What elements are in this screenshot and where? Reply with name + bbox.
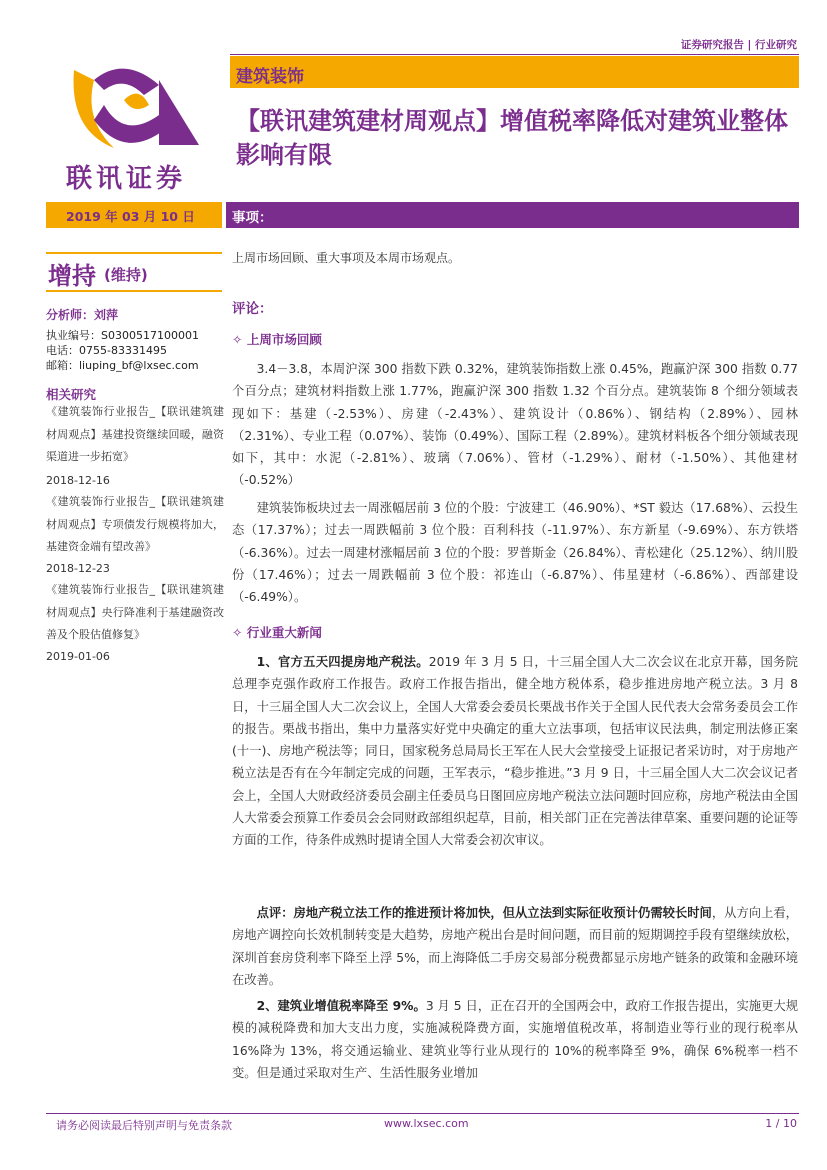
section-heading-industry-news: ✧ 行业重大新闻 [232, 625, 322, 640]
related-research-title: 相关研究 [46, 387, 97, 402]
related-item-date: 2019-01-06 [46, 650, 110, 663]
report-date: 2019 年 03 月 10 日 [66, 209, 195, 224]
news-2-title: 2、建筑业增值税率降至 9%。 [256, 999, 426, 1013]
footer-website-link[interactable]: www.lxsec.com [384, 1117, 469, 1130]
news-1-body: 2019 年 3 月 5 日，十三届全国人大二次会议在北京开幕，国务院总理李克强作政府工作报告。政府工作报告指出，健全地方税体系，稳步推进房地产税立法。3 月 8 日，十三届全国人大二次会议上，全国人大常委会委员长栗战书作关于全国人民代表大会常务委员会工作的报告。栗战书指出，集中力量落实好党中央确定的重大立法事项，包括审议民法典，制定刑法修正案(十一)、房地产税法等；同日，国家税务总局局长王军在人民大会堂接受上证报记者采访时，对于房地产税立法是否有在今年制定完成的问题，王军表示，“稳步推进。”3 月 9 日，十三届全国人大二次会议记者会上，全国人大财政经济委员会副主任委员乌日图回应房地产税法立法问题时回应称，房地产税法由全国人大常委会预算工作委员会会同财政部组织起草，目前，相关部门正在完善法律草案、重要问题的论证等方面的工作，待条件成熟时提请全国人大常委会初次审议。 [232, 655, 798, 848]
page-number: 1 / 10 [765, 1117, 797, 1130]
comment-heading: 评论： [232, 301, 273, 317]
report-type-label: 证券研究报告 | 行业研究 [680, 39, 797, 51]
comment-1-title: 点评：房地产税立法工作的推进预计将加快，但从立法到实际征收预计仍需较长时间 [256, 906, 712, 920]
comment-1-body: ，从方向上看，房地产调控向长效机制转变是大趋势，房地产税出台是时间问题，而目前的短期调控手段有望继续放松，深圳首套房贷利率下降至上浮 5%，而上海降低二手房交易部分税费都显示房地产链条的政策和金融环境在改善。 [232, 906, 798, 987]
analyst-email: 邮箱：liuping_bf@lxsec.com [46, 359, 199, 372]
paragraph-vat-cut [232, 995, 798, 1084]
sector-bar [230, 56, 799, 88]
rating: 增持 [48, 262, 96, 290]
event-label: 事项： [232, 210, 273, 226]
news-1-title: 1、官方五天四提房地产税法。 [256, 655, 429, 669]
lead-text: 上周市场回顾、重大事项及本周市场观点。 [232, 251, 461, 265]
sector-name: 建筑装饰 [236, 67, 304, 87]
paragraph-property-tax [232, 651, 798, 852]
paragraph-market-review: 3.4－3.8，本周沪深 300 指数下跌 0.32%，建筑装饰指数上涨 0.45%，跑赢沪深 300 指数 0.77 个百分点；建筑材料指数上涨 1.77%，跑赢沪深 300 指数 1.32 个百分点。建筑装饰 8 个细分领域表现如下：基建（-2.53%）、房建（-2.43%）、建筑设计（0.86%）、钢结构（2.89%）、园林（2.31%）、专业工程（0.07%）、装饰（0.49%）、国际工程（2.89%）。建筑材料板各个细分领域表现如下，其中：水泥（-2.81%）、玻璃（7.06%）、管材（-1.29%）、耐材（-1.50%）、其他建材（-0.52%） [232, 362, 798, 488]
section-heading-market-review: ✧ 上周市场回顾 [232, 332, 322, 347]
news-2-body: 3 月 5 日，正在召开的全国两会中，政府工作报告提出，实施更大规模的减税降费和加大支出力度，实施减税降费方面，实施增值税改革，将制造业等行业的现行税率从 16%降为 13%，将交通运输业、建筑业等行业从现行的 10%的税率降至 9%，确保 6%税率一档不变。但是通过采取对生产、生活性服务业增加 [232, 999, 798, 1080]
company-logo-text: 联讯证券 [66, 164, 187, 194]
footer-rule [46, 1113, 799, 1114]
related-item-date: 2018-12-23 [46, 562, 110, 575]
paragraph-stock-movers: 建筑装饰板块过去一周涨幅居前 3 位的个股：宁波建工（46.90%）、*ST 毅达（17.68%）、云投生态（17.37%）；过去一周跌幅前 3 位个股：百利科技（-11.97%）、东方新星（-9.69%）、东方铁塔（-6.36%）。过去一周建材涨幅居前 3 位的个股：罗普斯金（26.84%）、青松建化（25.12%）、纳川股份（17.46%）；过去一周跌幅前 3 位个股：祁连山（-6.87%）、伟星建材（-6.86%）、西部建设（-6.49%）。 [232, 501, 798, 605]
analyst-name: 分析师：刘萍 [46, 308, 119, 322]
analyst-phone: 电话：0755-83331495 [46, 344, 167, 357]
related-item[interactable]: 《建筑装饰行业报告_【联讯建筑建材周观点】专项债发行规模将加大，基建资金端有望改善》 [46, 495, 224, 553]
header-rule [230, 54, 799, 55]
analyst-license: 执业编号：S0300517100001 [46, 329, 199, 342]
event-bar [226, 202, 799, 228]
related-item[interactable]: 《建筑装饰行业报告_【联讯建筑建材周观点】央行降准利于基建融资改善及个股估值修复》 [46, 583, 224, 641]
paragraph-property-tax-comment [232, 902, 798, 991]
related-item-date: 2018-12-16 [46, 474, 110, 487]
footer-disclaimer[interactable]: 请务必阅读最后特别声明与免责条款 [56, 1119, 232, 1132]
rating-note: (维持) [104, 266, 148, 284]
report-title: 【联讯建筑建材周观点】增值税率降低对建筑业整体影响有限 [236, 107, 788, 169]
related-item[interactable]: 《建筑装饰行业报告_【联讯建筑建材周观点】基建投资继续回暖，融资渠道进一步拓宽》 [46, 405, 224, 463]
